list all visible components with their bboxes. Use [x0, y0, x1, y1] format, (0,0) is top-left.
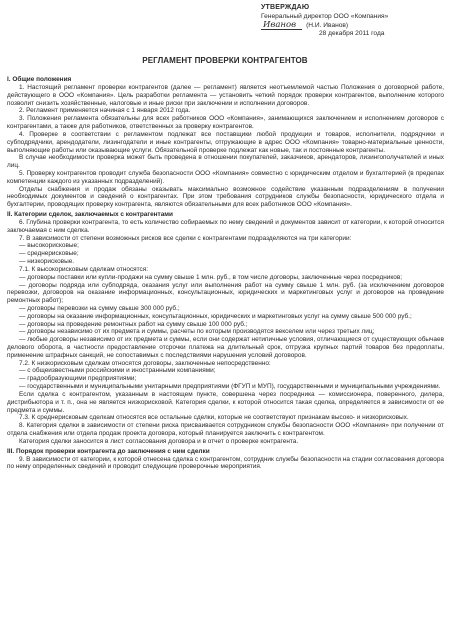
paragraph: В случае необходимости проверка может быть проведена в отношении покупателей, заказчиков, арендаторов, лизингополучателей и иных лиц.	[7, 154, 444, 170]
approver-name: (Н.И. Иванов)	[306, 21, 349, 29]
paragraph: 2. Регламент применяется начиная с 1 января 2012 года.	[19, 107, 191, 115]
paragraph: 8. Категория сделки в зависимости от степени риска присваивается сотрудником службы безопасности ООО «Компания» при получении от отдела снабжения или отдела продаж проекта договора, который планируется заключить с контрагентом.	[7, 422, 444, 437]
approver-position: Генеральный директор ООО «Компания»	[261, 12, 389, 20]
section-heading: I. Общие положения	[7, 76, 72, 84]
paragraph: — договоры на оказание информационных, консультационных, юридических и маркетинговых услуг на сумму свыше 500 000 руб.;	[19, 312, 412, 320]
paragraph: 7. В зависимости от степени возможных рисков все сделки с контрагентами подразделяются на три категории:	[19, 234, 352, 242]
paragraph: 3. Положения регламента обязательны для всех работников ООО «Компания», занимающихся заключением и исполнением договоров с контрагентами, а также для работников, ответственных за проверку контрагентов.	[7, 115, 444, 131]
paragraph: — градообразующими предприятиями;	[19, 375, 137, 383]
paragraph: — договоры независимо от их предмета и суммы, расчеты по которым производятся векселем или через третьих лиц;	[19, 328, 375, 336]
paragraph: — среднерисковые;	[19, 250, 79, 258]
paragraph: — государственными и муниципальными унитарными предприятиями (ФГУП и МУП), государственными и муниципальными учреждениями.	[19, 383, 441, 391]
paragraph: 4. Проверке в соответствии с регламентом подлежат все поставщики любой продукции и товаров, исполнители, подрядчики и субподрядчики, арендодатели, лизингодатели и иные контрагенты, отгружающие в адрес ООО «Компания» товарно-материальные ценности, выполняющие работы или оказывающие услуги. Обязательной проверке подлежат как новые, так и постоянные контрагенты.	[7, 130, 444, 154]
paragraph: 7.2. К низкорисковым сделкам относятся договоры, заключенные непосредственно:	[19, 359, 271, 367]
section-heading: II. Категории сделок, заключаемых с контрагентами	[7, 211, 173, 219]
document-title: РЕГЛАМЕНТ ПРОВЕРКИ КОНТРАГЕНТОВ	[142, 56, 308, 65]
paragraph: — договоры на проведение ремонтных работ на сумму свыше 100 000 руб.;	[19, 320, 248, 328]
paragraph: 7.1. К высокорисковым сделкам относятся:	[19, 265, 149, 273]
section-heading: III. Порядок проверки контрагента до заключения с ним сделки	[7, 447, 210, 455]
paragraph: 9. В зависимости от категории, к которой отнесена сделка с контрагентом, сотрудник службы безопасности на стадии согласования договора по нему определенных сведений и проводит следующие проверочные мероприятия.	[7, 455, 444, 471]
paragraph: — с общеизвестными российскими и иностранными компаниями;	[19, 367, 216, 375]
paragraph: 7.3. К среднерисковым сделкам относятся все остальные сделки, которые не соответствуют признакам высоко- и низкорисковых.	[19, 414, 409, 422]
handwritten-signature: Иванов	[261, 21, 302, 30]
paragraph: — договоры поставки или купли-продажи на сумму свыше 1 млн. руб., в том числе договоры, заключенные через посредников;	[19, 273, 403, 281]
paragraph: — договоры перевозки на сумму свыше 300 000 руб.;	[19, 304, 180, 312]
paragraph: Категория сделки заносится в лист согласования договора и в отчет о проверке контрагента.	[19, 437, 299, 445]
approval-heading: УТВЕРЖДАЮ	[261, 4, 310, 11]
paragraph: — договоры подряда или субподряда, оказания услуг или выполнения работ на сумму свыше 1 млн. руб. (за исключением договоров перевозки, договоров на оказание информационных, консультационных, юридических и маркетинговых услуг и договоров на проведение ремонтных работ);	[7, 281, 444, 305]
approval-stamp	[261, 4, 447, 39]
paragraph: 1. Настоящий регламент проверки контрагентов (далее — регламент) является неотъемлемой частью Положения о договорной работе, действующего в ООО «Компания». Цель разработки регламента — установить четкий порядок проверки контрагентов, выполнение которого позволит снизить хозяйственные, налоговые и иные риски при заключении и исполнении договоров.	[7, 84, 444, 107]
paragraph: 5. Проверку контрагентов проводит служба безопасности ООО «Компания» совместно с юридическим отделом и бухгалтерией (в пределах компетенции каждого из указанных подразделений).	[7, 169, 444, 185]
paragraph: Отделы снабжения и продаж обязаны оказывать максимально возможное содействие указанным подразделениям в получении необходимых документов и сведений о контрагентах. При этом требования сотрудников службы безопасности, юридического отдела и бухгалтерии, проводящих проверку контрагента, являются обязательными для всех работников ООО «Компания».	[7, 185, 444, 209]
paragraph: 6. Глубина проверки контрагента, то есть количество собираемых по нему сведений и документов зависит от категории, к которой относится заключаемая с ним сделка.	[7, 219, 444, 234]
document-body	[7, 74, 444, 471]
paragraph: — любые договоры независимо от их предмета и суммы, если они содержат нетипичные условия, отличающиеся от существующих обычаев делового оборота, в частности предоставление отсрочки платежа на длительный срок, отгрузка крупных партий товаров без предоплаты, применение штрафных санкций, не сопоставимых с последствиями нарушения условий договоров.	[7, 336, 444, 359]
signature-line	[261, 21, 447, 30]
paragraph: — высокорисковые;	[19, 242, 79, 250]
paragraph: — низкорисковые.	[19, 258, 75, 266]
approval-date: 28 декабря 2011 года	[319, 30, 385, 38]
paragraph: Если сделка с контрагентом, указанным в настоящем пункте, совершена через посредника — комиссионера, поверенного, дилера, дистрибьютора и т. п., она не является низкорисковой. Категория сделки, к которой относится такая сделка, определяется в зависимости от ее предмета и суммы.	[7, 390, 444, 414]
